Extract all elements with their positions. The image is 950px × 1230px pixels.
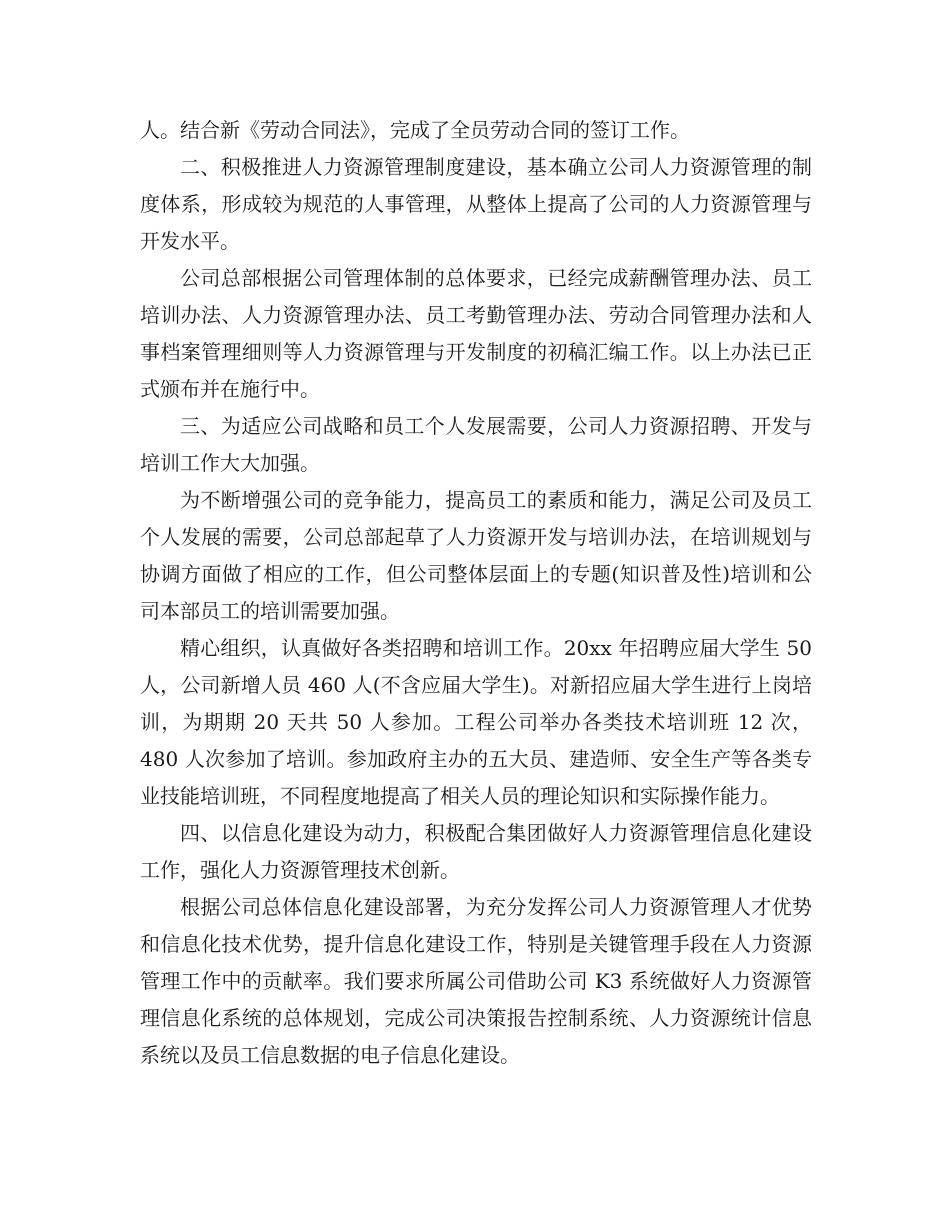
paragraph-continuation: 人。结合新《劳动合同法》，完成了全员劳动合同的签订工作。 xyxy=(140,118,690,142)
paragraph-section-four-heading: 四、以信息化建设为动力，积极配合集团做好人力资源管理信息化建设工作，强化人力资源管理技术创新。 xyxy=(140,821,812,882)
paragraph-recruitment-training: 精心组织，认真做好各类招聘和培训工作。20xx 年招聘应届大学生 50 人，公司新增人员 460 人(不含应届大学生)。对新招应届大学生进行上岗培训，为期期 20 天共 50 人参加。工程公司举办各类技术培训班 12 次，480 人次参加了培训。参加政府主办的五大员、建造师、安全生产等各类专业技能培训班，不同程度地提高了相关人员的理论知识和实际操作能力。 xyxy=(140,636,812,808)
paragraph-training-policy: 为不断增强公司的竞争能力，提高员工的素质和能力，满足公司及员工个人发展的需要，公司总部起草了人力资源开发与培训办法，在培训规划与协调方面做了相应的工作，但公司整体层面上的专题(知识普及性)培训和公司本部员工的培训需要加强。 xyxy=(140,488,812,623)
paragraph-informatization: 根据公司总体信息化建设部署，为充分发挥公司人力资源管理人才优势和信息化技术优势，提升信息化建设工作，特别是关键管理手段在人力资源管理工作中的贡献率。我们要求所属公司借助公司 K3 系统做好人力资源管理信息化系统的总体规划，完成公司决策报告控制系统、人力资源统计信息系统以及员工信息数据的电子信息化建设。 xyxy=(140,895,812,1067)
paragraph-section-two-heading: 二、积极推进人力资源管理制度建设，基本确立公司人力资源管理的制度体系，形成较为规范的人事管理，从整体上提高了公司的人力资源管理与开发水平。 xyxy=(140,155,812,253)
paragraph-section-three-heading: 三、为适应公司战略和员工个人发展需要，公司人力资源招聘、开发与培训工作大大加强。 xyxy=(140,414,812,475)
document-body xyxy=(140,112,812,1074)
paragraph-hr-regulations: 公司总部根据公司管理体制的总体要求，已经完成薪酬管理办法、员工培训办法、人力资源管理办法、员工考勤管理办法、劳动合同管理办法和人事档案管理细则等人力资源管理与开发制度的初稿汇编工作。以上办法已正式颁布并在施行中。 xyxy=(140,266,812,401)
